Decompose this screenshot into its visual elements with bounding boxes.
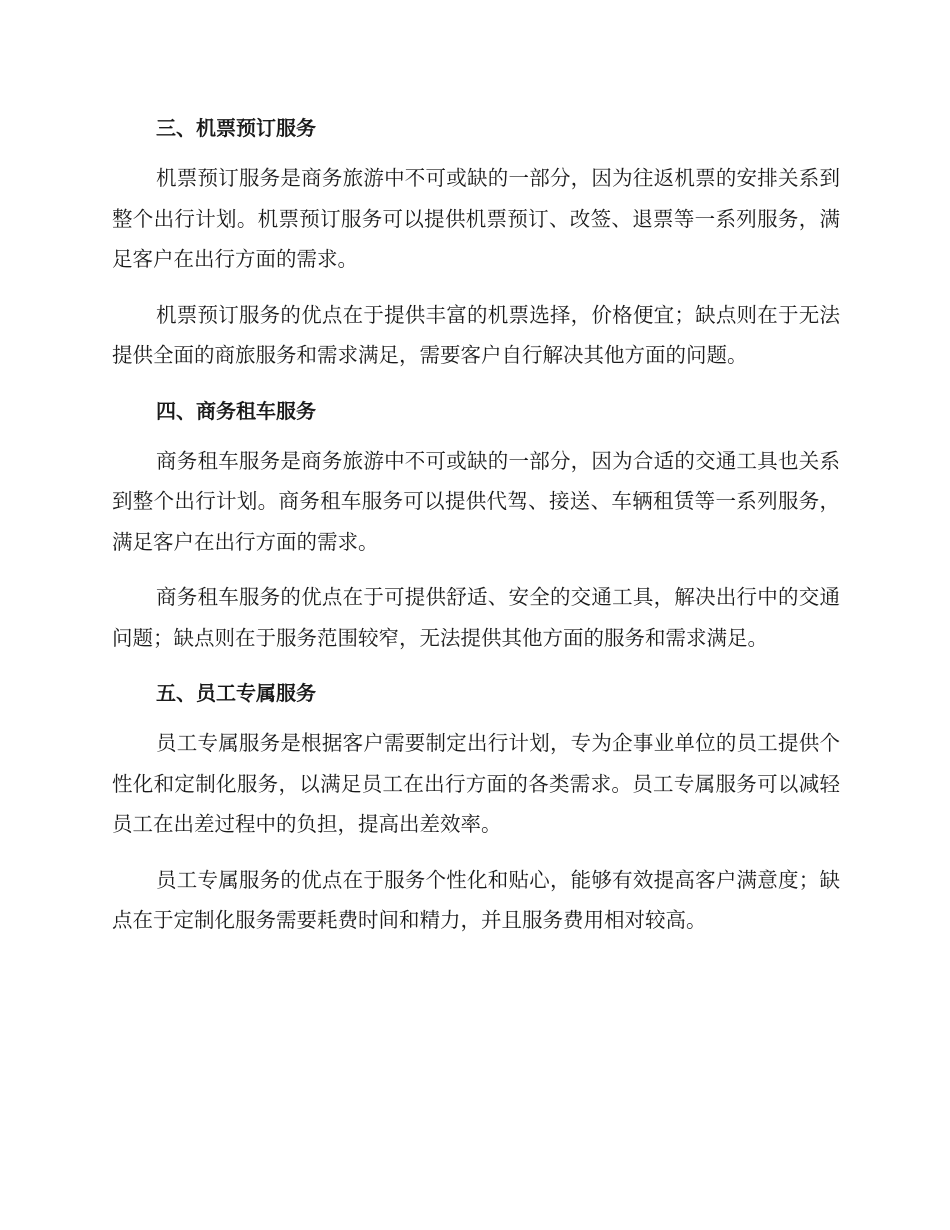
section-heading-car-rental: 四、商务租车服务 bbox=[156, 398, 316, 423]
section-heading-flight-booking: 三、机票预订服务 bbox=[156, 116, 316, 140]
paragraph-car-rental-pros-cons: 商务租车服务的优点在于可提供舒适、安全的交通工具，解决出行中的交通问题；缺点则在于服务范围较窄，无法提供其他方面的服务和需求满足。 bbox=[112, 585, 840, 650]
section-heading-employee-service: 五、员工专属服务 bbox=[156, 681, 316, 705]
paragraph-flight-booking-pros-cons: 机票预订服务的优点在于提供丰富的机票选择，价格便宜；缺点则在于无法提供全面的商旅服务和需求满足，需要客户自行解决其他方面的问题。 bbox=[112, 302, 840, 367]
paragraph-employee-service-pros-cons: 员工专属服务的优点在于服务个性化和贴心，能够有效提高客户满意度；缺点在于定制化服务需要耗费时间和精力，并且服务费用相对较高。 bbox=[112, 867, 840, 932]
paragraph-employee-service-intro: 员工专属服务是根据客户需要制定出行计划，专为企事业单位的员工提供个性化和定制化服务，以满足员工在出行方面的各类需求。员工专属服务可以减轻员工在出差过程中的负担，提高出差效率。 bbox=[112, 731, 840, 836]
paragraph-flight-booking-intro: 机票预订服务是商务旅游中不可或缺的一部分，因为往返机票的安排关系到整个出行计划。机票预订服务可以提供机票预订、改签、退票等一系列服务，满足客户在出行方面的需求。 bbox=[112, 166, 840, 271]
paragraph-car-rental-intro: 商务租车服务是商务旅游中不可或缺的一部分，因为合适的交通工具也关系到整个出行计划。商务租车服务可以提供代驾、接送、车辆租赁等一系列服务，满足客户在出行方面的需求。 bbox=[112, 448, 840, 554]
